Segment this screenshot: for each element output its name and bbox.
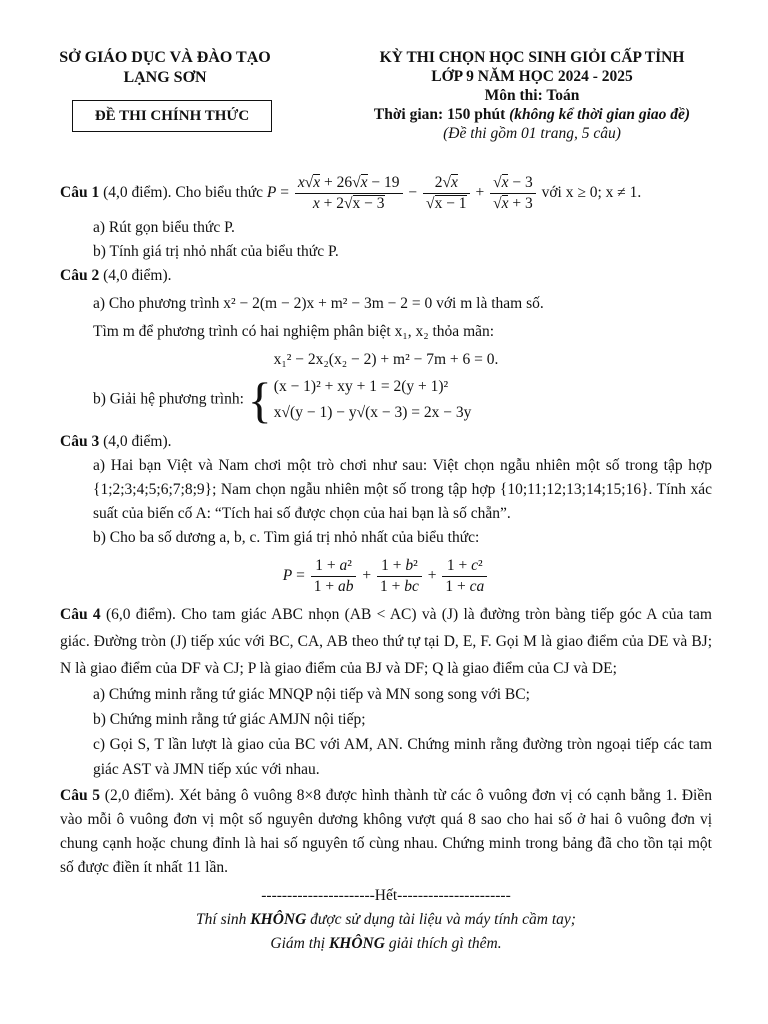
header-right: [322, 48, 742, 143]
department-name: SỞ GIÁO DỤC VÀ ĐÀO TẠO: [59, 49, 271, 66]
footer-note-1: Thí sinh KHÔNG được sử dụng tài liệu và máy tính cầm tay;: [196, 911, 576, 928]
exam-subject: Môn thi: Toán: [484, 87, 580, 104]
question-2: Câu 2 (4,0 điểm).: [60, 267, 172, 284]
question-4: Câu 4 (6,0 điểm). Cho tam giác ABC nhọn (AB < AC) và (J) là đường tròn bàng tiếp góc A của tam giác. Đường tròn (J) tiếp xúc với BC, CA, AB theo thứ tự tại D, E, F. Gọi M là giao điểm của DE và BJ; N là giao điểm của DF và CJ; P là giao điểm của BJ và DF; Q là giao điểm của CJ và DE;: [60, 606, 712, 677]
system-equation-1: (x − 1)² + xy + 1 = 2(y + 1)²: [273, 378, 449, 395]
exam-grade-year: LỚP 9 NĂM HỌC 2024 - 2025: [431, 68, 633, 85]
header-left: [40, 48, 290, 88]
question-2a-equation: x₁² − 2x₂(x₂ − 2) + m² − 7m + 6 = 0.: [273, 351, 499, 368]
footer-note-2: Giám thị KHÔNG giải thích gì thêm.: [270, 935, 502, 952]
question-2a: a) Cho phương trình x² − 2(m − 2)x + m² − 3m − 2 = 0 với m là tham số.: [93, 295, 544, 312]
question-3a: a) Hai bạn Việt và Nam chơi một trò chơi như sau: Việt chọn ngẫu nhiên một số trong tập hợp {1;2;3;4;5;6;7;8;9}; Nam chọn ngẫu nhiên một số trong tập hợp {10;11;12;13;14;15;16}. Tính xác suất của biến cố A: “Tích hai số được chọn của hai bạn là số chẵn”.: [93, 457, 712, 522]
end-marker: ----------------------Hết----------------------: [261, 887, 511, 904]
question-2b: b) Giải hệ phương trình: { (x − 1)² + xy + 1 = 2(y + 1)² x√(y − 1) − y√(x − 3) = 2x − 3y: [93, 372, 472, 428]
question-4a: a) Chứng minh rằng tứ giác MNQP nội tiếp và MN song song với BC;: [93, 686, 530, 703]
question-3: Câu 3 (4,0 điểm).: [60, 433, 172, 450]
question-4b: b) Chứng minh rằng tứ giác AMJN nội tiếp;: [93, 711, 366, 728]
official-exam-box: ĐỀ THI CHÍNH THỨC: [72, 100, 272, 132]
question-3b: b) Cho ba số dương a, b, c. Tìm giá trị nhỏ nhất của biểu thức:: [93, 529, 480, 546]
brace-symbol: {: [247, 372, 272, 428]
exam-body: [60, 170, 712, 956]
formula-fraction: $\frac{x√x + 26√x - 19}{x + 2√x - 3}$: [295, 173, 403, 214]
equation-system: [248, 374, 472, 426]
question-label: Câu 1: [60, 184, 100, 201]
question-4c: c) Gọi S, T lần lượt là giao của BC với AM, AN. Chứng minh rằng đường tròn ngoại tiếp các tam giác AST và JMN tiếp xúc với nhau.: [93, 736, 712, 778]
question-3b-formula: P = $\frac{\text{1 + a²}}{1 + ab}$ + $\frac{\text{1 + b²}}{1 + bc}$ + $\frac{\text{1 + c²}}{1 + ca}$: [60, 556, 712, 597]
question-1: Câu 1 (4,0 điểm). Cho biểu thức P = $\frac{x√x + 26√x - 19}{x + 2√x - 3}$ − $\frac{2√x}{√x - 1}$ + $\frac{√x - 3}{√x + 3}$ với x ≥ 0; x ≠ 1.: [60, 173, 642, 212]
exam-pages-note: (Đề thi gồm 01 trang, 5 câu): [443, 125, 621, 142]
question-5: Câu 5 (2,0 điểm). Xét bảng ô vuông 8×8 được hình thành từ các ô vuông đơn vị có cạnh bằng 1. Điền vào mỗi ô vuông đơn vị một số nguyên dương không vượt quá 8 sao cho hai số ở hai ô vuông đơn vị chung cạnh hoặc chung đỉnh là hai số nguyên tố cùng nhau. Chứng minh trong bảng đã cho tồn tại một số được điền ít nhất 11 lần.: [60, 787, 712, 876]
question-1a: a) Rút gọn biểu thức P.: [93, 219, 235, 236]
question-1b: b) Tính giá trị nhỏ nhất của biểu thức P.: [93, 243, 339, 260]
exam-title: KỲ THI CHỌN HỌC SINH GIỎI CẤP TỈNH: [379, 49, 685, 66]
province-name: LẠNG SƠN: [123, 69, 207, 86]
exam-time: Thời gian: 150 phút (không kể thời gian giao đề): [373, 106, 691, 123]
question-2a-condition: Tìm m để phương trình có hai nghiệm phân biệt x₁, x₂ thỏa mãn:: [93, 323, 495, 340]
system-equation-2: x√(y − 1) − y√(x − 3) = 2x − 3y: [273, 404, 472, 421]
formula-fraction: $\frac{√x - 3}{√x + 3}$: [490, 173, 536, 214]
formula-fraction: $\frac{2√x}{√x - 1}$: [423, 173, 470, 214]
